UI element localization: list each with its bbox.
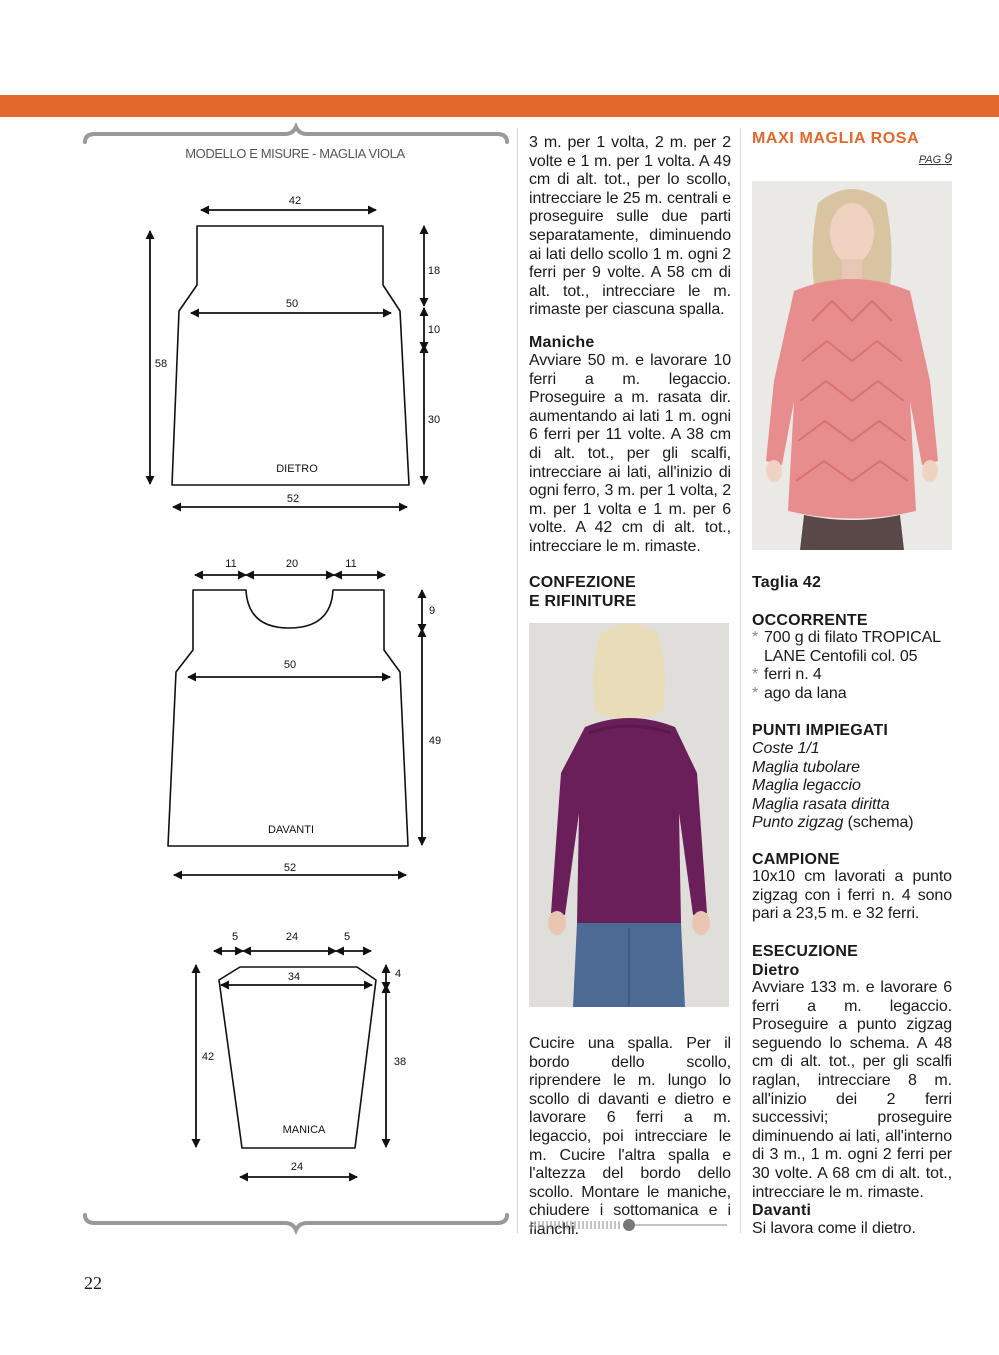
sleeve-width-right: 5 bbox=[343, 931, 351, 943]
sleeve-outline bbox=[219, 967, 376, 1148]
back-width-top: 42 bbox=[288, 195, 302, 207]
davanti-heading: Davanti bbox=[752, 1202, 812, 1219]
sleeve-height-b: 38 bbox=[393, 1056, 407, 1068]
front-piece-outline bbox=[168, 590, 408, 846]
col2-intro-text: 3 m. per 1 volta, 2 m. per 2 volte e 1 m. per 1 volta. A 49 cm di alt. tot., per lo scollo, intrecciare le 25 m. centrali e proseguire sulle due parti separatamente, diminuendo ai lati dello scollo 1 m. ogni 2 ferri per 9 volte. A 58 cm di alt. tot., intrecciare le m. rimaste per ciascuna spalla. bbox=[529, 134, 731, 319]
page-number: 22 bbox=[84, 1273, 102, 1293]
stitch-item: Maglia legaccio bbox=[752, 777, 861, 795]
front-label: DAVANTI bbox=[267, 824, 315, 836]
back-height-c: 30 bbox=[427, 414, 441, 426]
project-title: MAXI MAGLIA ROSA bbox=[752, 130, 920, 147]
stitch-zigzag-note: (schema) bbox=[843, 814, 914, 832]
materials-item: * ferri n. 4 bbox=[752, 666, 962, 685]
back-label: DIETRO bbox=[276, 463, 318, 475]
confezione-heading-line1: CONFEZIONE bbox=[529, 574, 636, 591]
confezione-text: Cucire una spalla. Per il bordo dello scollo, riprendere le m. lungo lo scollo di davanti e dietro e lavorare 6 ferri a m. legaccio, poi intrecciare le m. Cucire l'altra spalla e l'altezza del bordo dello scollo. Montare le maniche, chiudere i sottomanica e i fianchi. bbox=[529, 1035, 731, 1238]
davanti-text: Si lavora come il dietro. bbox=[752, 1220, 916, 1237]
back-width-mid: 50 bbox=[285, 298, 299, 310]
bottom-brace-ornament bbox=[85, 1215, 507, 1230]
dietro-text: Avviare 133 m. e lavorare 6 ferri a m. legaccio. Proseguire a punto zigzag seguendo lo schema. A 48 cm di alt. tot., per gli scalfi raglan, intrecciare 8 m. all'inizio dei 2 ferri successivi; proseguire diminuendo ai lati, all'interno di 3 m., 1 m. ogni 2 ferri per 30 volte. A 68 cm di alt. tot., intrecciare le m. rimaste. bbox=[752, 979, 952, 1201]
photo-purple-sweater bbox=[529, 623, 729, 1007]
sleeve-width-top: 24 bbox=[285, 931, 299, 943]
top-brace-ornament bbox=[85, 127, 507, 142]
materials-item: * ago da lana bbox=[752, 685, 962, 704]
stitch-item: Coste 1/1 bbox=[752, 740, 820, 757]
sleeve-width-mid: 34 bbox=[287, 971, 301, 983]
maniche-text: Avviare 50 m. e lavorare 10 ferri a m. legaccio. Proseguire a m. rasata dir. aumentando ai lati 1 m. ogni 6 ferri per 11 volte. A 38 cm di alt. tot., per gli scalfi, intrecciare ai lati, all'inizio di ogni ferro, 3 m. per 1 volta, 2 m. per 1 volta e 1 m. per 6 volte. A 42 cm di alt. tot., intrecciare le m. rimaste. bbox=[529, 352, 731, 555]
page-reference-number: 9 bbox=[944, 150, 952, 166]
front-width-mid: 50 bbox=[283, 659, 297, 671]
esecuzione-heading: ESECUZIONE bbox=[752, 943, 859, 960]
front-height-b: 49 bbox=[428, 735, 442, 747]
occorrente-heading: OCCORRENTE bbox=[752, 612, 868, 629]
front-width-left: 11 bbox=[225, 558, 237, 570]
sleeve-label: MANICA bbox=[282, 1124, 326, 1136]
stitch-item: Maglia tubolare bbox=[752, 758, 860, 776]
campione-heading: CAMPIONE bbox=[752, 851, 840, 868]
back-height-total: 58 bbox=[154, 358, 168, 370]
campione-text: 10x10 cm lavorati a punto zigzag con i ferri n. 4 sono pari a 23,5 m. e 32 ferri. bbox=[752, 868, 952, 923]
stitch-zigzag-label: Punto zigzag bbox=[752, 814, 844, 832]
back-height-a: 18 bbox=[427, 265, 441, 277]
materials-item: * 700 g di filato TROPICAL LANE Centofili col. 05 bbox=[752, 629, 962, 666]
column-divider-right bbox=[740, 128, 741, 1233]
sleeve-width-left: 5 bbox=[231, 931, 239, 943]
page-reference bbox=[880, 150, 952, 166]
photo-pink-sweater bbox=[752, 181, 952, 550]
back-piece-outline bbox=[172, 226, 409, 485]
stitch-item-zigzag bbox=[752, 814, 962, 833]
confezione-heading-line2: E RIFINITURE bbox=[529, 593, 637, 610]
column-divider-left bbox=[517, 128, 518, 1233]
pattern-diagram bbox=[0, 0, 520, 1250]
diagram-title: MODELLO E MISURE - MAGLIA VIOLA bbox=[185, 146, 405, 161]
decorative-ruler bbox=[529, 1217, 729, 1233]
dietro-heading: Dietro bbox=[752, 962, 800, 979]
materials-list bbox=[752, 629, 962, 703]
sleeve-height-total: 42 bbox=[201, 1051, 215, 1063]
stitches-list bbox=[752, 740, 962, 833]
punti-heading: PUNTI IMPIEGATI bbox=[752, 722, 889, 739]
page-reference-label: PAG bbox=[918, 154, 942, 166]
front-height-a: 9 bbox=[428, 605, 436, 617]
sleeve-height-a: 4 bbox=[394, 968, 402, 980]
back-height-b: 10 bbox=[427, 324, 441, 336]
maniche-heading: Maniche bbox=[529, 334, 595, 351]
size-heading: Taglia 42 bbox=[752, 574, 822, 591]
back-width-bottom: 52 bbox=[286, 493, 300, 505]
stitch-item: Maglia rasata diritta bbox=[752, 795, 890, 813]
front-width-neck: 20 bbox=[285, 558, 299, 570]
front-width-right: 11 bbox=[345, 558, 357, 570]
front-width-bottom: 52 bbox=[283, 862, 297, 874]
sleeve-width-bottom: 24 bbox=[290, 1161, 304, 1173]
